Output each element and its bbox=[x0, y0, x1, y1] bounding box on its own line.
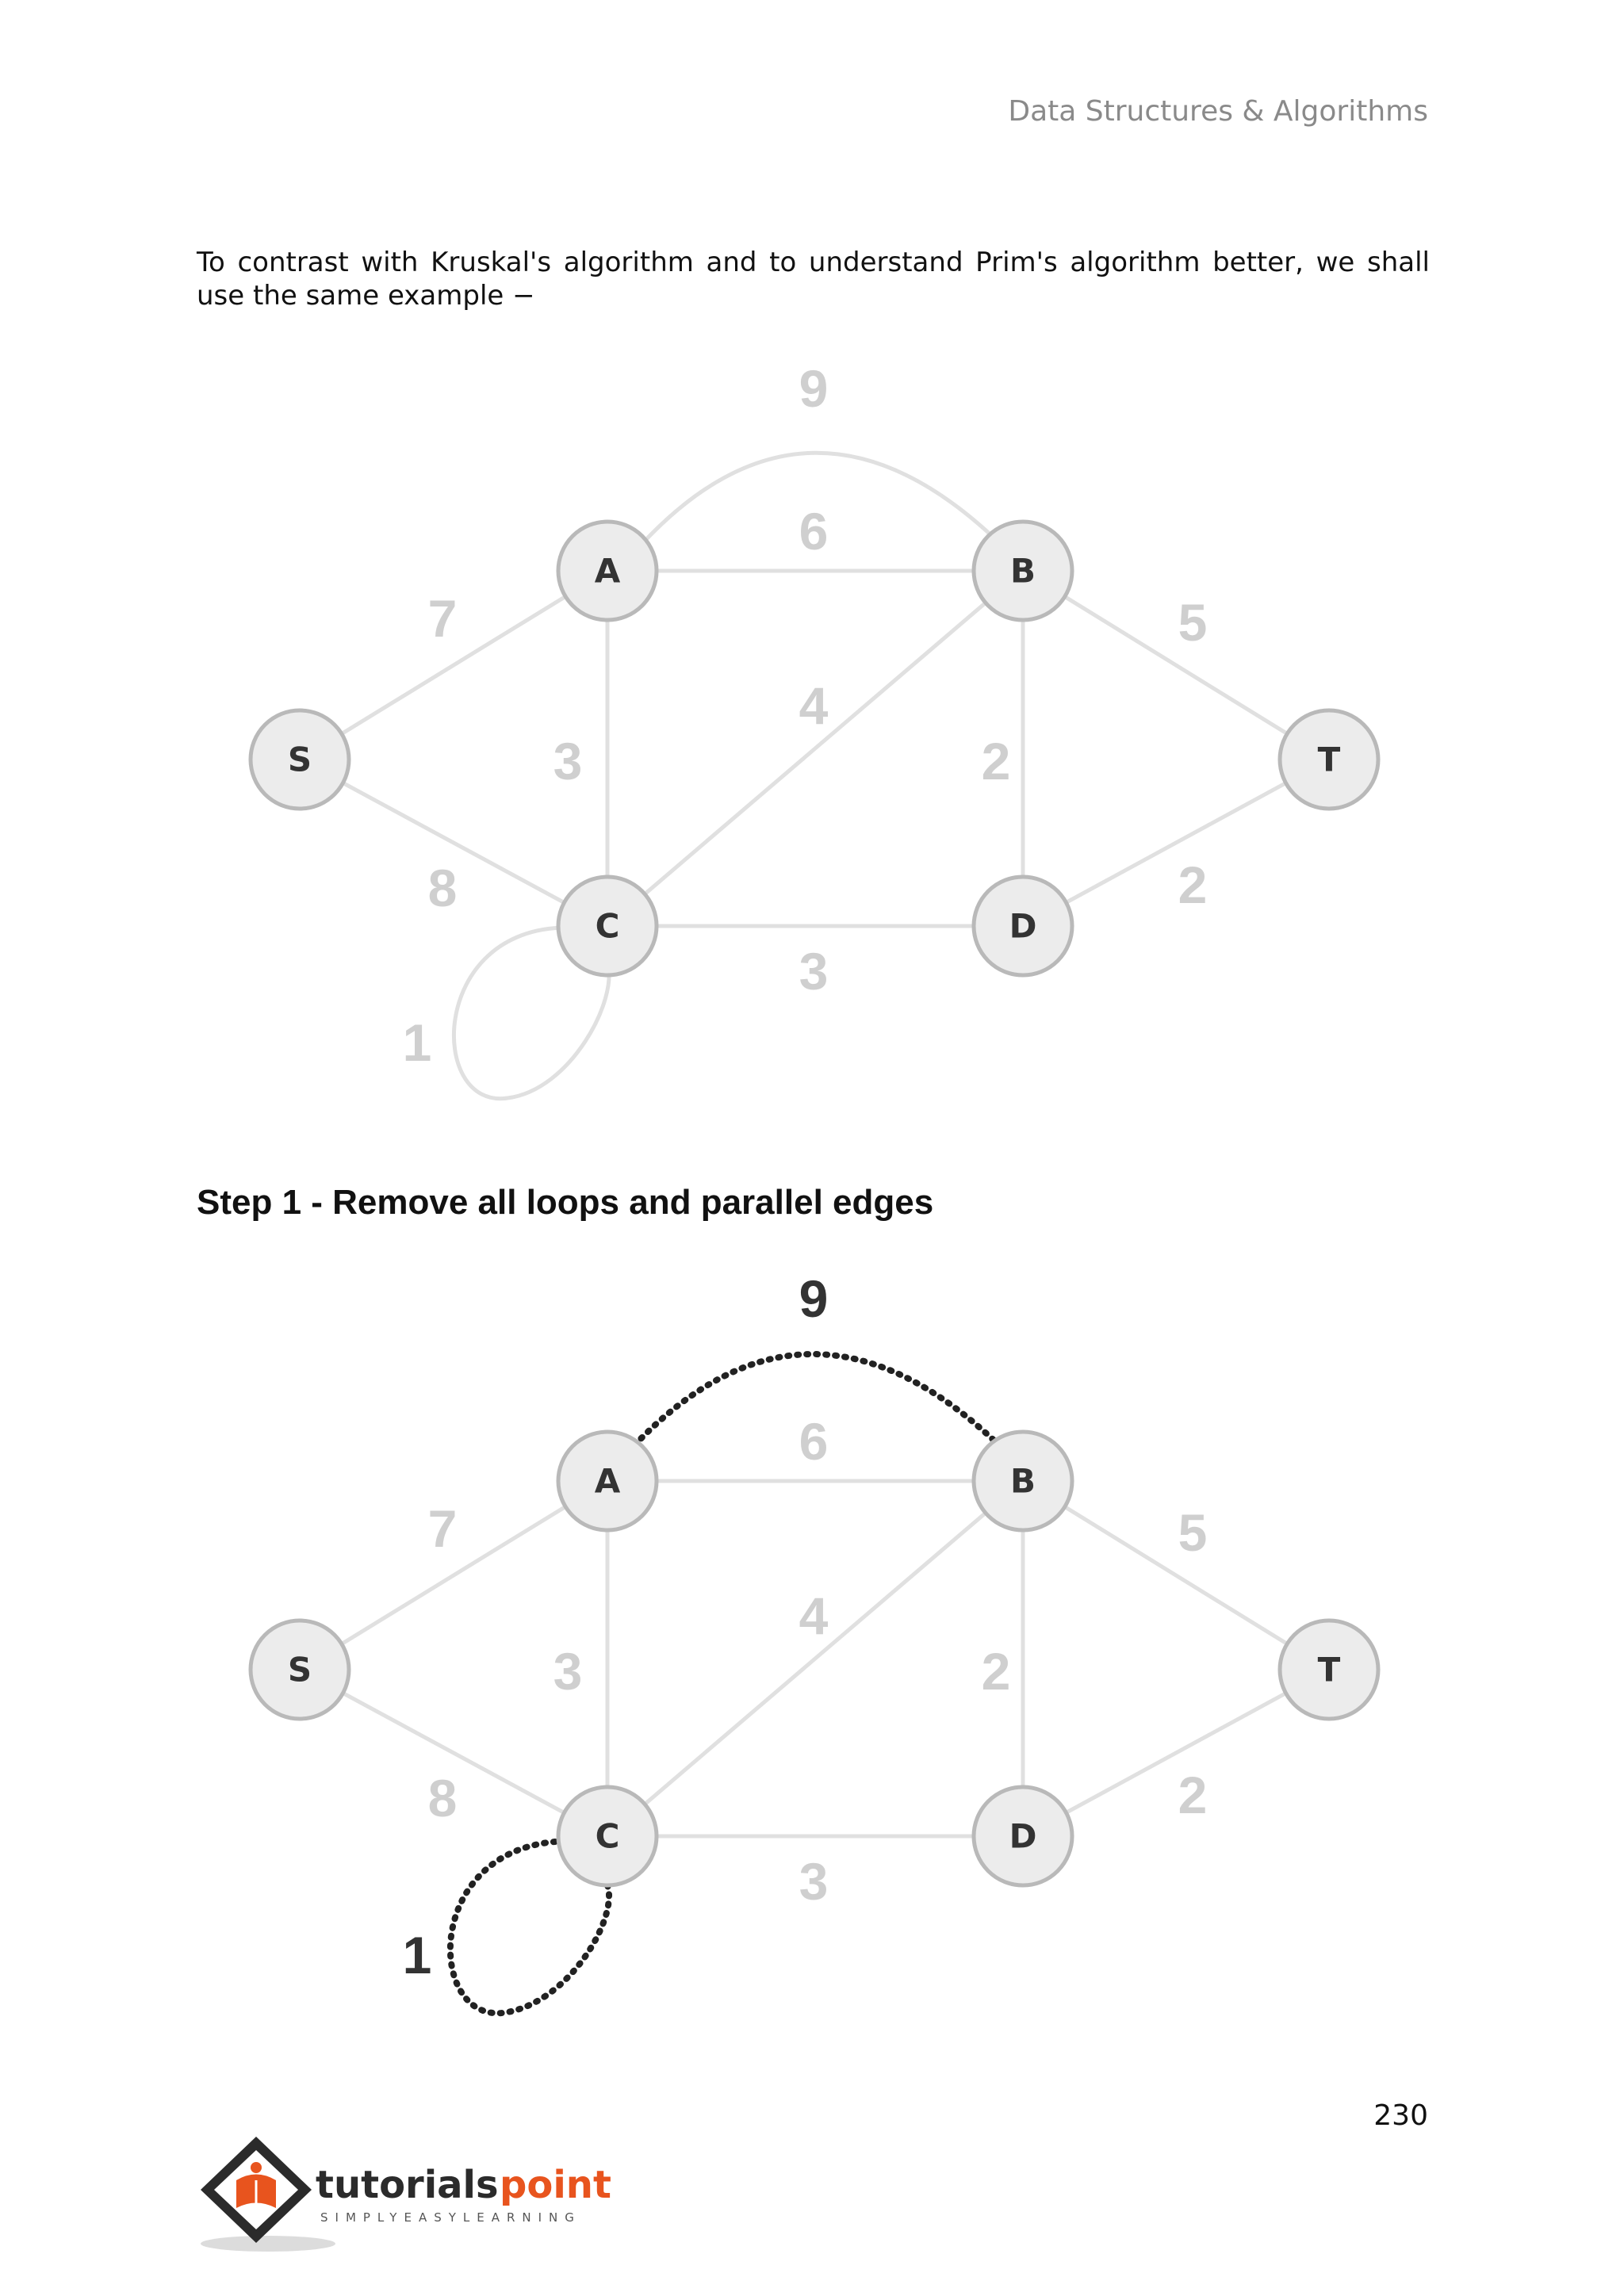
graph-original bbox=[0, 341, 1624, 1134]
tutorialspoint-logo bbox=[197, 2133, 641, 2260]
weight-label: 7 bbox=[427, 1499, 458, 1558]
weight-label: 3 bbox=[799, 942, 829, 1001]
node-s bbox=[251, 1621, 349, 1719]
node-a bbox=[558, 1432, 657, 1530]
weight-label: 3 bbox=[553, 732, 583, 790]
weight-label: 2 bbox=[1178, 1766, 1208, 1824]
node-t bbox=[1280, 710, 1378, 809]
edge-b-t-5 bbox=[1023, 571, 1329, 760]
weight-label: 9 bbox=[799, 1269, 829, 1328]
graph-step1 bbox=[0, 1251, 1624, 2044]
weight-label: 6 bbox=[799, 1412, 829, 1471]
svg-text:C: C bbox=[595, 1816, 620, 1856]
weights bbox=[403, 1269, 1208, 1984]
node-s bbox=[251, 710, 349, 809]
weight-label: 1 bbox=[402, 1926, 432, 1984]
svg-text:S: S bbox=[287, 1650, 312, 1689]
node-d bbox=[974, 877, 1072, 975]
svg-text:B: B bbox=[1009, 1461, 1036, 1501]
svg-text:S: S bbox=[287, 740, 312, 779]
node-c bbox=[558, 877, 657, 975]
svg-text:D: D bbox=[1009, 1816, 1037, 1856]
edge-c-b-4 bbox=[607, 571, 1023, 926]
svg-text:A: A bbox=[594, 551, 621, 591]
svg-text:B: B bbox=[1009, 551, 1036, 591]
weight-label: 5 bbox=[1178, 593, 1208, 652]
weight-label: 2 bbox=[981, 732, 1011, 790]
logo-word-point: point bbox=[500, 2163, 611, 2207]
logo-word-tutorials: tutorials bbox=[316, 2163, 499, 2207]
weight-label: 2 bbox=[1178, 855, 1208, 914]
weight-label: 9 bbox=[799, 359, 829, 418]
svg-text:T: T bbox=[1317, 1650, 1341, 1689]
logo-tagline: SIMPLYEASYLEARNING bbox=[320, 2210, 581, 2225]
node-b bbox=[974, 1432, 1072, 1530]
step1-heading: Step 1 - Remove all loops and parallel edges bbox=[197, 1183, 934, 1222]
svg-text:T: T bbox=[1317, 740, 1341, 779]
weight-label: 3 bbox=[553, 1642, 583, 1701]
weight-label: 2 bbox=[981, 1642, 1011, 1701]
intro-paragraph: To contrast with Kruskal's algorithm and to understand Prim's algorithm better, we shall use the same example − bbox=[197, 247, 1430, 312]
weight-label: 7 bbox=[427, 589, 458, 648]
weight-label: 8 bbox=[427, 859, 458, 917]
svg-text:D: D bbox=[1009, 906, 1037, 946]
weight-label: 1 bbox=[402, 1013, 432, 1072]
weight-label: 8 bbox=[427, 1769, 458, 1827]
logo-shadow bbox=[201, 2236, 335, 2252]
node-d bbox=[974, 1787, 1072, 1885]
running-header: Data Structures & Algorithms bbox=[1008, 95, 1428, 128]
weight-label: 6 bbox=[799, 502, 829, 561]
weights bbox=[403, 359, 1208, 1072]
edge-c-b-4 bbox=[607, 1481, 1023, 1836]
svg-text:A: A bbox=[594, 1461, 621, 1501]
edge-b-t-5 bbox=[1023, 1481, 1329, 1670]
node-c bbox=[558, 1787, 657, 1885]
node-t bbox=[1280, 1621, 1378, 1719]
page-number: 230 bbox=[1373, 2099, 1428, 2132]
svg-text:C: C bbox=[595, 906, 620, 946]
weight-label: 4 bbox=[799, 1586, 829, 1645]
edge-d-t-2 bbox=[1023, 760, 1329, 926]
edge-d-t-2 bbox=[1023, 1670, 1329, 1836]
node-b bbox=[974, 522, 1072, 620]
weight-label: 4 bbox=[799, 676, 829, 735]
weight-label: 3 bbox=[799, 1852, 829, 1911]
node-a bbox=[558, 522, 657, 620]
logo-diamond-icon bbox=[201, 2137, 312, 2243]
weight-label: 5 bbox=[1178, 1503, 1208, 1562]
